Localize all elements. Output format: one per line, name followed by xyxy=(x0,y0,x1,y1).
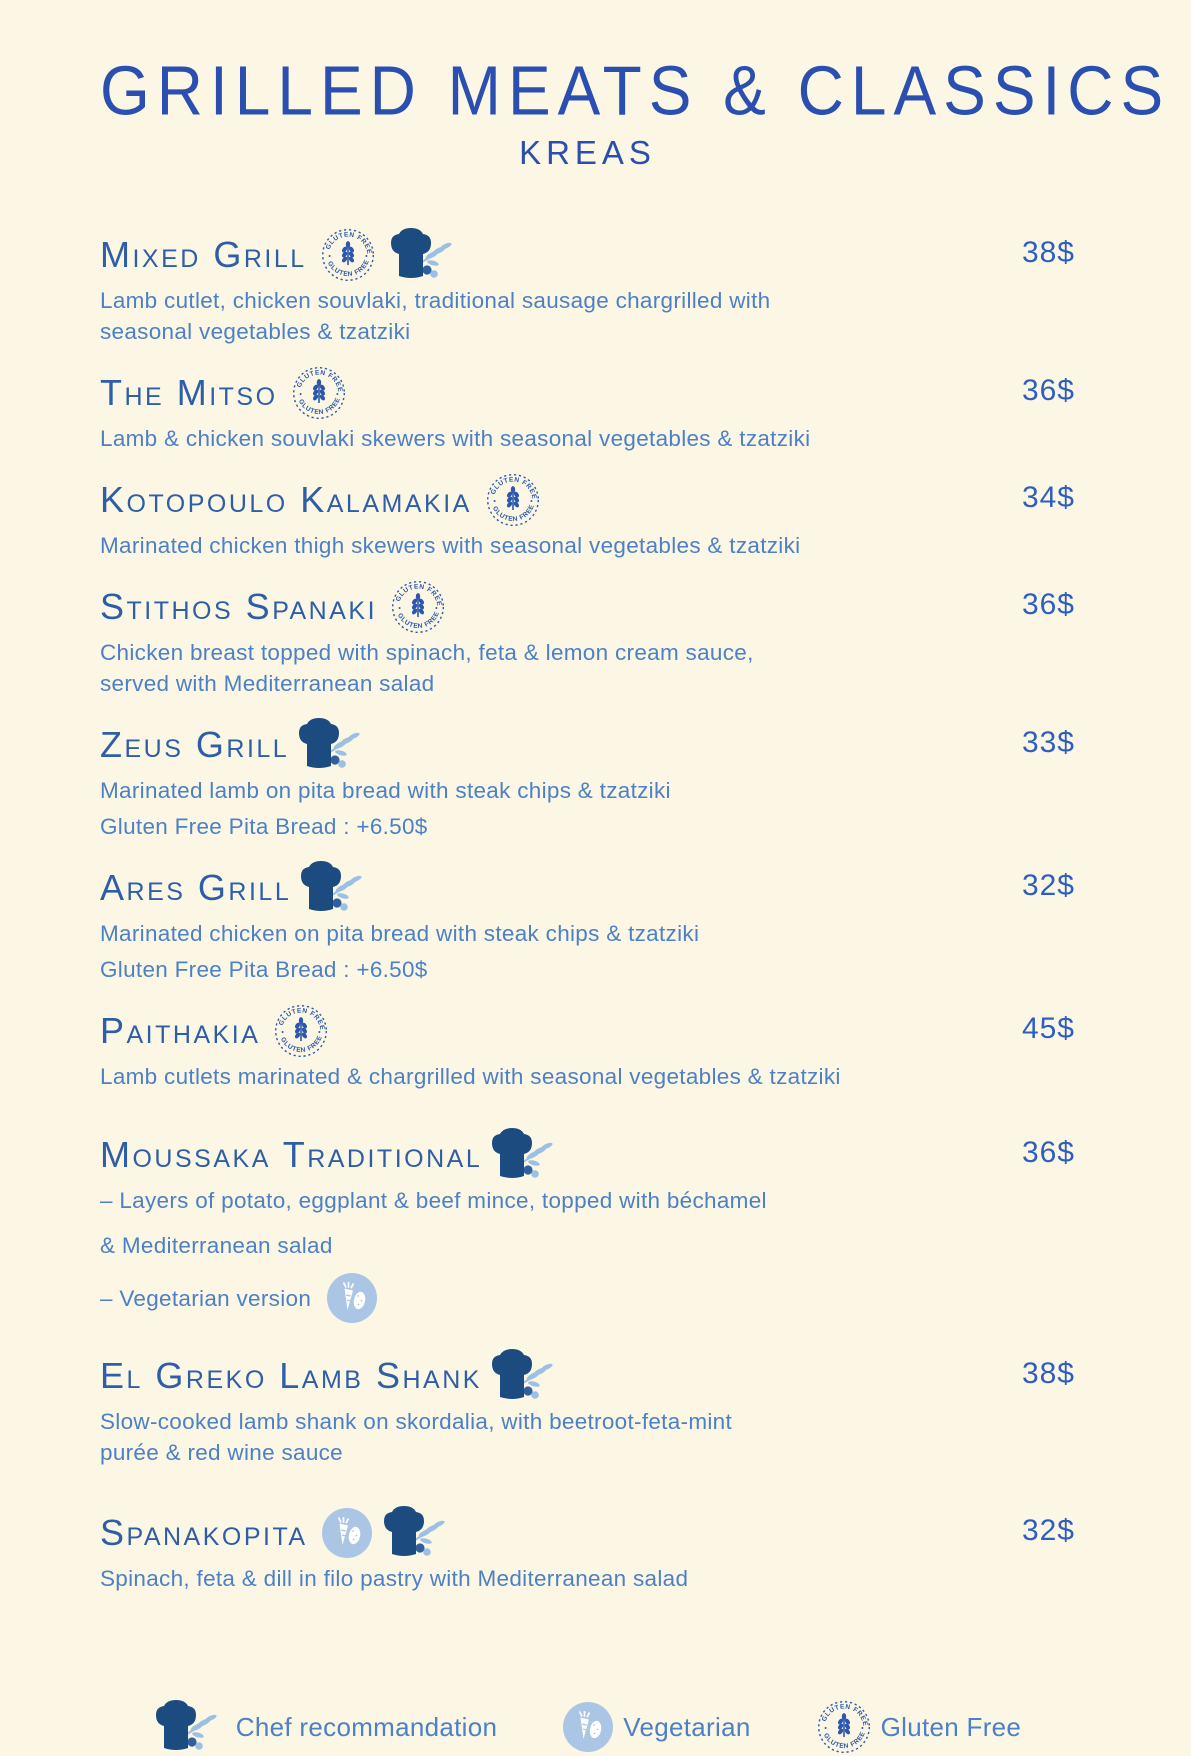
legend-vegetarian xyxy=(563,1702,750,1752)
menu-item-zeus-grill xyxy=(100,720,1075,842)
gluten-free-icon xyxy=(486,473,540,527)
menu-item-el-greko-lamb-shank xyxy=(100,1351,1075,1468)
menu-item-spanakopita xyxy=(100,1508,1075,1594)
item-price: 38$ xyxy=(1021,236,1075,270)
item-name: El Greko Lamb Shank xyxy=(100,1355,482,1397)
item-description: Lamb cutlet, chicken souvlaki, traditional sausage chargrilled with seasonal vegetables & tzatziki xyxy=(100,288,771,345)
item-vegetarian-option: – Vegetarian version xyxy=(100,1273,1075,1323)
item-name: Stithos Spanaki xyxy=(100,586,378,628)
menu-item-moussaka-traditional xyxy=(100,1130,1075,1323)
menu-item-paithakia xyxy=(100,1006,1075,1092)
item-header xyxy=(100,1508,1075,1558)
gluten-free-icon xyxy=(292,366,346,420)
item-name: Kotopoulo Kalamakia xyxy=(100,479,472,521)
svg-text:GLUTEN FREE: GLUTEN FREE xyxy=(278,1007,326,1032)
menu-item-the-mitso xyxy=(100,368,1075,454)
menu-item-stithos-spanaki xyxy=(100,582,1075,699)
menu-items xyxy=(100,230,1075,1594)
item-price: 32$ xyxy=(1021,1514,1075,1548)
svg-text:GLUTEN FREE: GLUTEN FREE xyxy=(325,258,371,279)
item-description: – Layers of potato, eggplant & beef mince, topped with béchamel & Mediterranean salad xyxy=(100,1188,767,1259)
legend-label: Chef recommandation xyxy=(235,1711,498,1742)
legend-label: Vegetarian xyxy=(623,1711,751,1742)
item-name: Ares Grill xyxy=(100,867,292,909)
chef-hat-icon xyxy=(154,1698,226,1756)
item-name: Moussaka Traditional xyxy=(100,1134,483,1176)
vegetarian-icon xyxy=(327,1273,377,1323)
item-description: Marinated chicken thigh skewers with seasonal vegetables & tzatziki xyxy=(100,533,801,559)
item-price: 36$ xyxy=(1021,374,1075,408)
item-name: Paithakia xyxy=(100,1010,261,1052)
legend xyxy=(100,1698,1075,1756)
gluten-free-icon xyxy=(274,1004,328,1058)
svg-text:GLUTEN FREE: GLUTEN FREE xyxy=(394,583,443,608)
legend-label: Gluten Free xyxy=(880,1711,1022,1742)
item-header xyxy=(100,1130,1075,1180)
item-note: Gluten Free Pita Bread : +6.50$ xyxy=(100,814,428,840)
menu-item-kotopoulo-kalamakia xyxy=(100,475,1075,561)
page-title: GRILLED MEATS & CLASSICS xyxy=(100,52,1171,130)
item-note: Gluten Free Pita Bread : +6.50$ xyxy=(100,957,428,983)
page-subtitle: KREAS xyxy=(519,134,656,172)
item-price: 33$ xyxy=(1021,726,1075,760)
chef-hat-icon xyxy=(297,716,369,774)
item-description: Chicken breast topped with spinach, feta & lemon cream sauce, served with Mediterranean salad xyxy=(100,640,754,697)
chef-hat-icon xyxy=(490,1126,562,1184)
legend-gluten-free xyxy=(817,1700,1022,1754)
svg-text:GLUTEN FREE: GLUTEN FREE xyxy=(324,231,373,256)
menu-item-mixed-grill xyxy=(100,230,1075,347)
item-description: Marinated chicken on pita bread with steak chips & tzatziki xyxy=(100,921,700,947)
vegetarian-icon xyxy=(563,1702,613,1752)
item-description: Slow-cooked lamb shank on skordalia, with beetroot-feta-mint purée & red wine sauce xyxy=(100,1409,733,1466)
item-header xyxy=(100,582,1075,632)
item-price: 38$ xyxy=(1021,1357,1075,1391)
item-header xyxy=(100,475,1075,525)
item-description: Spinach, feta & dill in filo pastry with Mediterranean salad xyxy=(100,1566,689,1592)
item-header xyxy=(100,368,1075,418)
item-header xyxy=(100,720,1075,770)
chef-hat-icon xyxy=(299,859,371,917)
gluten-free-icon xyxy=(391,580,445,634)
svg-text:GLUTEN FREE: GLUTEN FREE xyxy=(296,396,342,417)
svg-text:GLUTEN FREE: GLUTEN FREE xyxy=(821,1730,867,1751)
item-price: 45$ xyxy=(1021,1012,1075,1046)
svg-text:GLUTEN FREE: GLUTEN FREE xyxy=(489,476,538,501)
legend-chef-recommendation xyxy=(154,1698,498,1756)
chef-hat-icon xyxy=(389,226,461,284)
item-price: 34$ xyxy=(1021,481,1075,515)
item-price: 36$ xyxy=(1021,1136,1075,1170)
svg-text:GLUTEN FREE: GLUTEN FREE xyxy=(820,1703,869,1728)
item-header xyxy=(100,1006,1075,1056)
item-name: Spanakopita xyxy=(100,1512,308,1554)
item-header xyxy=(100,863,1075,913)
item-description: Marinated lamb on pita bread with steak chips & tzatziki xyxy=(100,778,671,804)
svg-text:GLUTEN FREE: GLUTEN FREE xyxy=(490,503,536,524)
svg-text:GLUTEN FREE: GLUTEN FREE xyxy=(395,610,442,631)
item-header xyxy=(100,230,1075,280)
item-description: Lamb & chicken souvlaki skewers with seasonal vegetables & tzatziki xyxy=(100,426,811,452)
vegetarian-icon xyxy=(322,1508,372,1558)
item-name: Zeus Grill xyxy=(100,724,290,766)
chef-hat-icon xyxy=(490,1347,562,1405)
gluten-free-icon xyxy=(321,228,375,282)
menu-item-ares-grill xyxy=(100,863,1075,985)
item-header xyxy=(100,1351,1075,1401)
svg-text:GLUTEN FREE: GLUTEN FREE xyxy=(295,369,344,394)
item-description: Lamb cutlets marinated & chargrilled with seasonal vegetables & tzatziki xyxy=(100,1064,841,1090)
chef-hat-icon xyxy=(382,1504,454,1562)
svg-text:GLUTEN FREE: GLUTEN FREE xyxy=(279,1034,325,1055)
item-name: The Mitso xyxy=(100,372,278,414)
item-price: 32$ xyxy=(1021,869,1075,903)
item-price: 36$ xyxy=(1021,588,1075,622)
item-name: Mixed Grill xyxy=(100,234,307,276)
gluten-free-icon xyxy=(817,1700,871,1754)
